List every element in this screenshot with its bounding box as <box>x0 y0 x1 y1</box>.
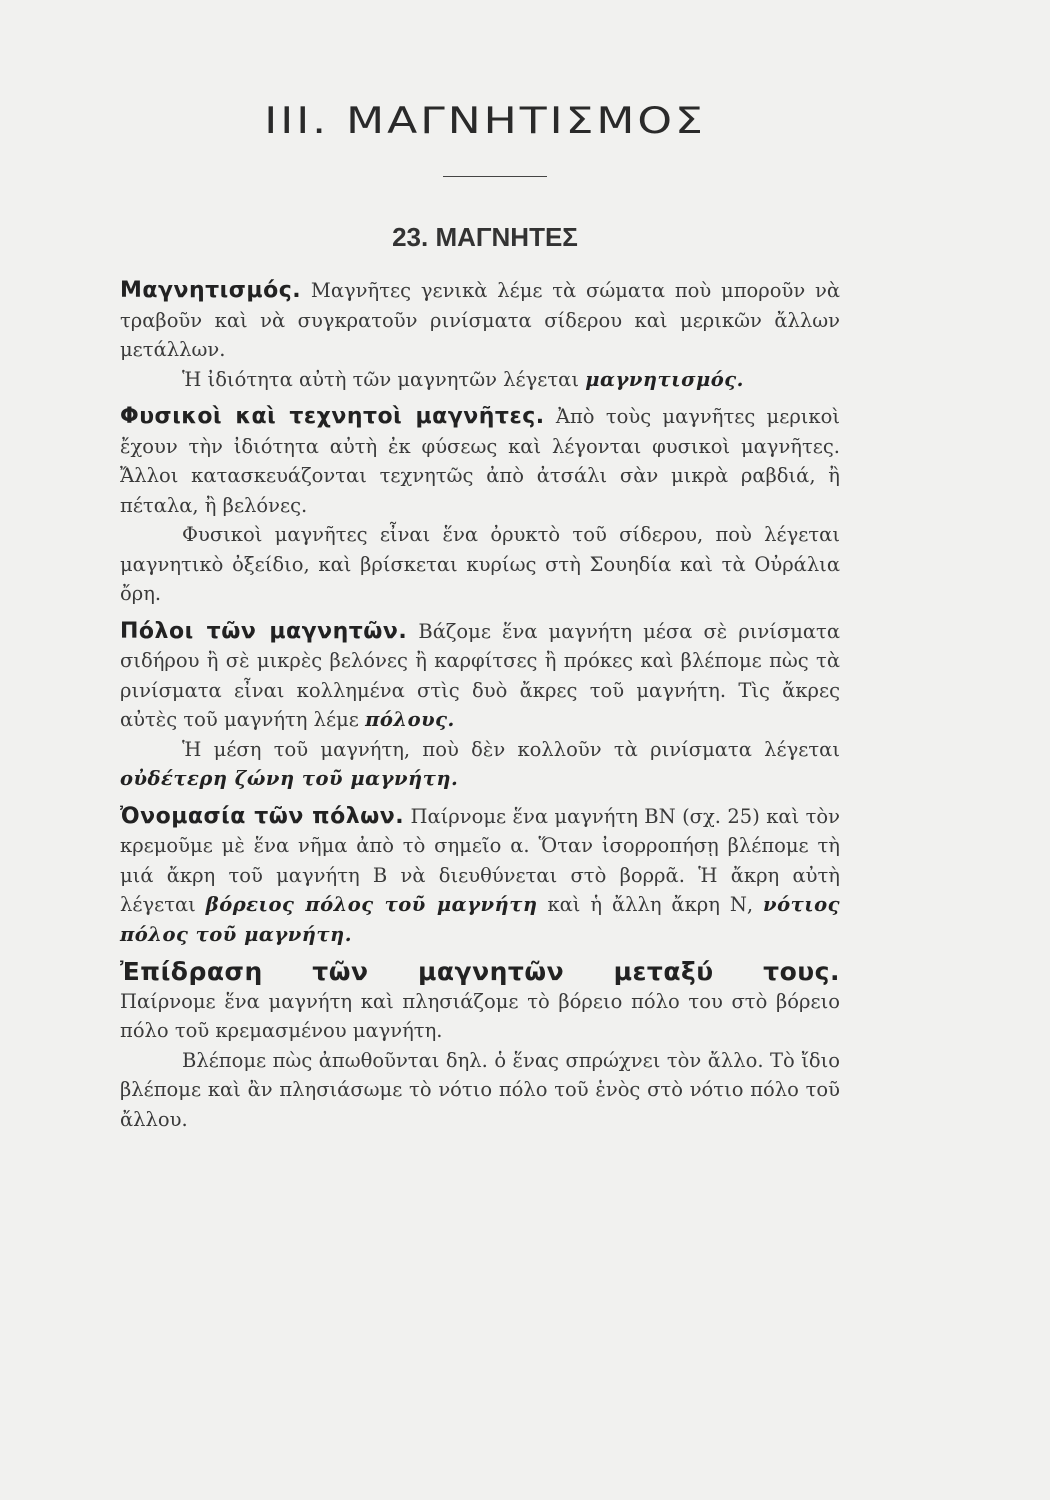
paragraph-text: Μαγνῆτες γενικὰ λέμε τὰ σώματα ποὺ μποροῦν νὰ τραβοῦν καὶ νὰ συγκρατοῦν ρινίσματα σίδερου καὶ μερικῶν ἄλλων μετάλλων. <box>120 279 840 361</box>
section-title: 23. ΜΑΓΝΗΤΕΣ <box>392 222 578 252</box>
chapter-title: III. ΜΑΓΝΗΤΙΣΜΟΣ <box>264 100 706 142</box>
paragraph-text: Παίρνομε ἕνα μαγνήτη καὶ πλησιάζομε τὸ βόρειο πόλο του στὸ βόρειο πόλο τοῦ κρεμασμένου μαγνήτη. <box>120 989 840 1042</box>
term-neutral-zone: οὐδέτερη ζώνη τοῦ μαγνήτη. <box>120 767 459 790</box>
paragraph-interaction <box>120 957 840 1046</box>
paragraph-text: Παίρνομε ἕνα μαγνήτη ΒΝ (σχ. 25) καὶ τὸν κρεμοῦμε μὲ ἕνα νῆμα ἀπὸ τὸ σημεῖο α. Ὅταν ἰσορροπήσῃ βλέπομε τὴ μιά ἄκρη τοῦ μαγνήτη Β νὰ διευθύνεται στὸ βορρᾶ. Ἡ ἄκρη αὐτὴ λέγεται <box>120 804 840 916</box>
paragraph-magnetism-definition <box>120 365 840 395</box>
heading-interaction: Ἐπίδραση τῶν μαγνητῶν μεταξύ τους. <box>120 957 840 986</box>
paragraph-text: Φυσικοὶ μαγνῆτες εἶναι ἕνα ὀρυκτὸ τοῦ σίδερου, ποὺ λέγεται μαγνητικὸ ὀξείδιο, καὶ βρίσκεται κυρίως στὴ Σουηδία καὶ τὰ Οὐράλια ὄρη. <box>120 523 840 605</box>
heading-pole-names: Ὀνομασία τῶν πόλων. <box>120 803 405 829</box>
paragraph-text: Βάζομε ἕνα μαγνήτη μέσα σὲ ρινίσματα σιδήρου ἢ σὲ μικρὲς βελόνες ἢ καρφίτσες ἢ πρόκες καὶ βλέπομε πὼς τὰ ρινίσματα εἶναι κολλημένα στὶς δυὸ ἄκρες τοῦ μαγνήτη. Τὶς ἄκρες αὐτὲς τοῦ μαγνήτη λέμε <box>120 619 841 731</box>
paragraph-natural-artificial <box>120 402 840 520</box>
title-divider <box>443 176 547 177</box>
paragraph-magnetism <box>120 276 840 365</box>
paragraph-text: Ἡ ἰδιότητα αὐτὴ τῶν μαγνητῶν λέγεται <box>182 367 579 391</box>
term-poles: πόλους. <box>365 708 455 731</box>
paragraph-repulsion <box>120 1046 840 1135</box>
paragraph-text: Ἡ μέση τοῦ μαγνήτη, ποὺ δὲν κολλοῦν τὰ ρινίσματα λέγεται <box>182 737 840 761</box>
heading-poles: Πόλοι τῶν μαγνητῶν. <box>120 618 408 644</box>
heading-magnetism: Μαγνητισμός. <box>120 278 302 303</box>
term-magnetism: μαγνητισμός. <box>585 367 744 391</box>
paragraph-neutral-zone <box>120 735 840 794</box>
paragraph-natural-magnets <box>120 520 840 609</box>
body-text <box>120 276 840 1134</box>
paragraph-text: Ἀπὸ τοὺς μαγνῆτες μερικοὶ ἔχουν τὴν ἰδιότητα αὐτὴ ἐκ φύσεως καὶ λέγονται φυσικοὶ μαγνῆτες. Ἄλλοι κατασκευάζονται τεχνητῶς ἀπὸ ἀτσάλι σὰν μικρὰ ραβδιά, ἢ πέταλα, ἢ βελόνες. <box>120 405 840 517</box>
term-north-pole: βόρειος πόλος τοῦ μαγνήτη <box>205 893 538 916</box>
paragraph-poles <box>120 617 840 735</box>
paragraph-text: Βλέπομε πὼς ἀπωθοῦνται δηλ. ὁ ἕνας σπρώχνει τὸν ἄλλο. Τὸ ἴδιο βλέπομε καὶ ἂν πλησιάσωμε τὸ νότιο πόλο τοῦ ἑνὸς στὸ νότιο πόλο τοῦ ἄλλου. <box>120 1048 840 1131</box>
paragraph-text: καὶ ἡ ἄλλη ἄκρη Ν, <box>547 893 754 916</box>
term-south-pole: νότιος πόλος τοῦ μαγνήτη. <box>120 893 841 946</box>
paragraph-pole-names <box>120 802 840 950</box>
heading-natural-artificial: Φυσικοὶ καὶ τεχνητοὶ μαγνῆτες. <box>120 404 545 429</box>
